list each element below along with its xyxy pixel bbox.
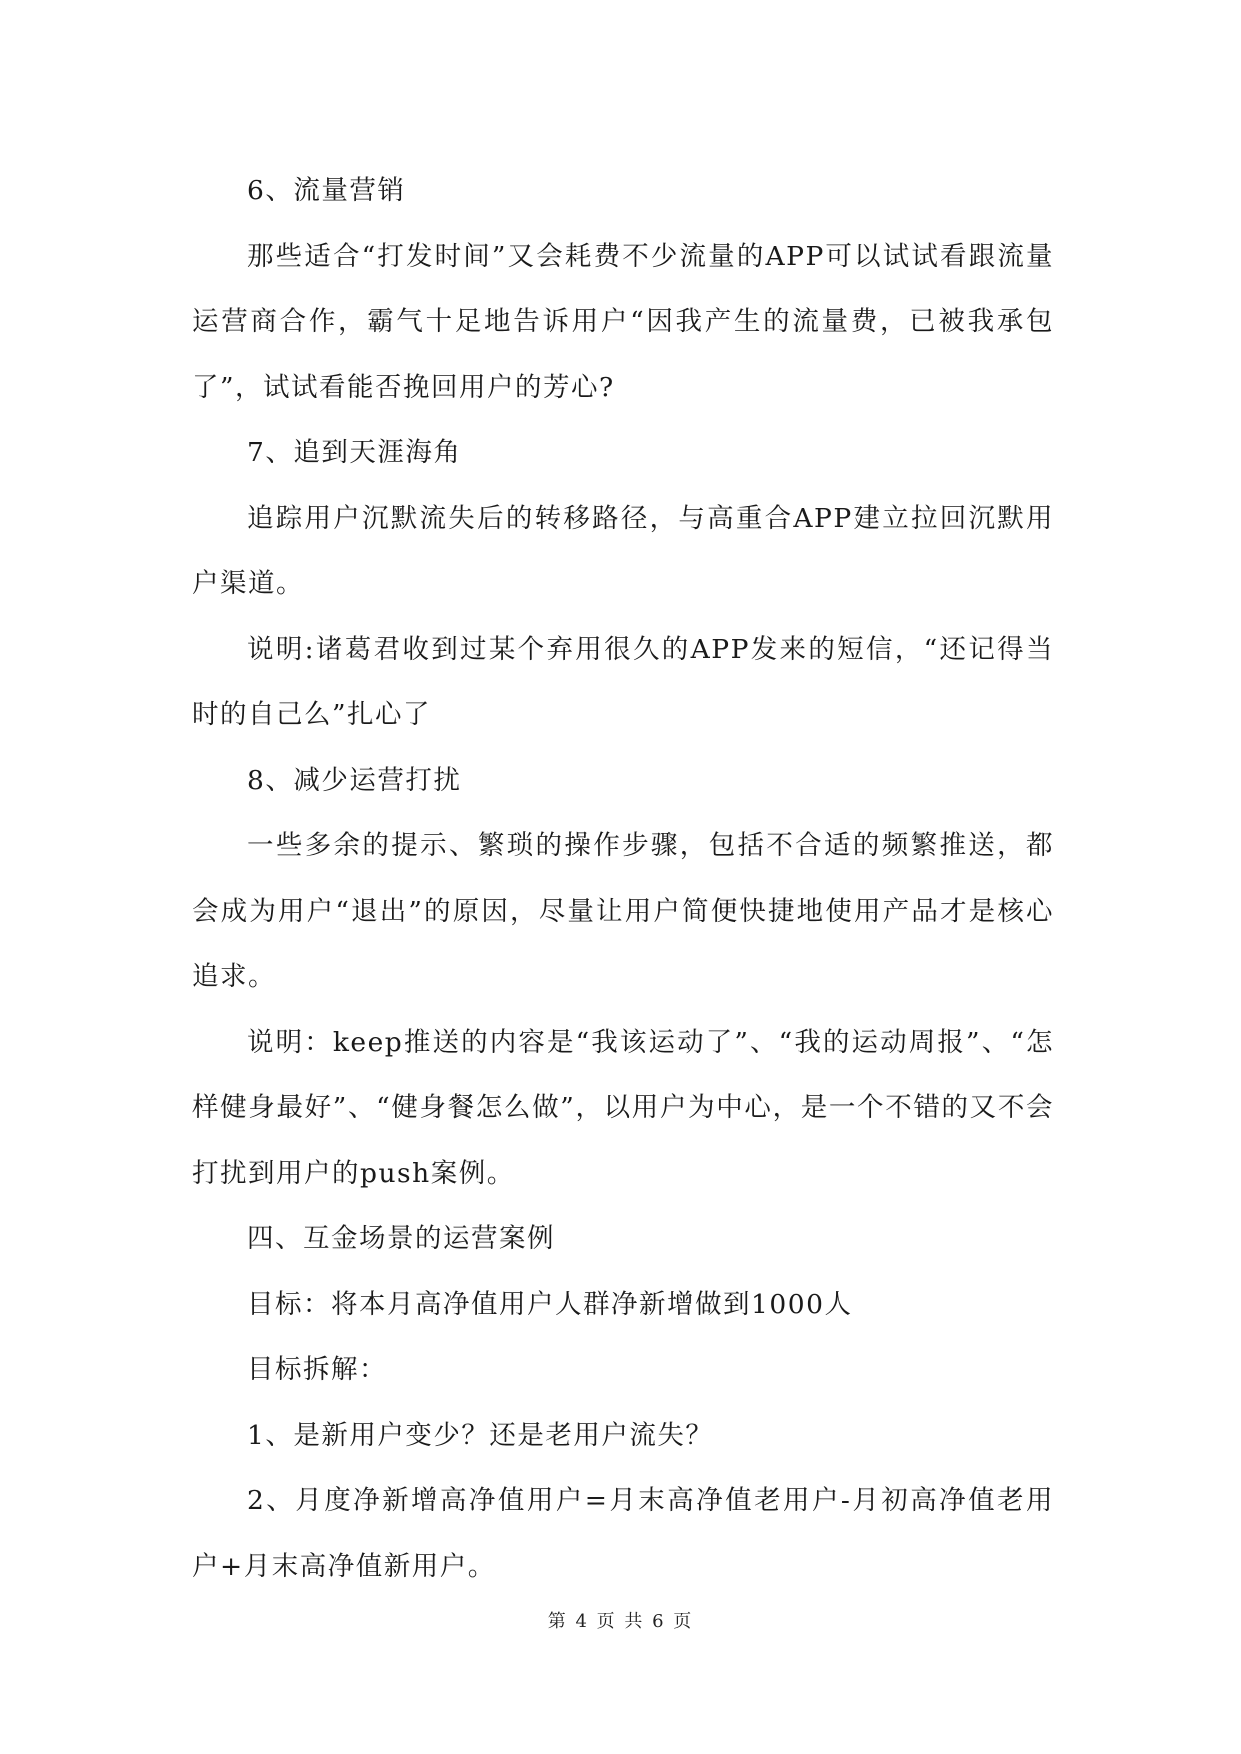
paragraph-traffic-marketing: 那些适合“打发时间”又会耗费不少流量的APP可以试试看跟流量运营商合作，霸气十足地告诉用户“因我产生的流量费，已被我承包了”，试试看能否挽回用户的芳心?	[192, 240, 1054, 403]
document-body	[192, 158, 1054, 1599]
paragraph-goal-breakdown: 目标拆解：	[247, 1354, 387, 1385]
note-sms-example: 说明:诸葛君收到过某个弃用很久的APP发来的短信，“还记得当时的自己么”扎心了	[192, 633, 1054, 730]
paragraph-goal: 目标：将本月高净值用户人群净新增做到1000人	[247, 1288, 853, 1320]
heading-reduce-disturbance: 8、减少运营打扰	[247, 764, 462, 796]
heading-chase-users: 7、追到天涯海角	[247, 437, 462, 468]
heading-traffic-marketing: 6、流量营销	[247, 175, 406, 206]
note-keep-push-example: 说明：keep推送的内容是“我该运动了”、“我的运动周报”、“怎样健身最好”、“健身餐怎么做”，以用户为中心，是一个不错的又不会打扰到用户的push案例。	[192, 1026, 1054, 1189]
paragraph-breakdown-item-1: 1、是新用户变少？还是老用户流失？	[247, 1419, 714, 1451]
heading-fintech-case: 四、互金场景的运营案例	[247, 1223, 555, 1254]
paragraph-chase-users: 追踪用户沉默流失后的转移路径，与高重合APP建立拉回沉默用户渠道。	[192, 502, 1054, 599]
paragraph-reduce-disturbance: 一些多余的提示、繁琐的操作步骤，包括不合适的频繁推送，都会成为用户“退出”的原因，尽量让用户简便快捷地使用产品才是核心追求。	[192, 830, 1054, 992]
page-number-footer: 第 4 页 共 6 页	[547, 1611, 694, 1632]
paragraph-breakdown-item-2: 2、月度净新增高净值用户=月末高净值老用户-月初高净值老用户+月末高净值新用户。	[192, 1485, 1054, 1582]
